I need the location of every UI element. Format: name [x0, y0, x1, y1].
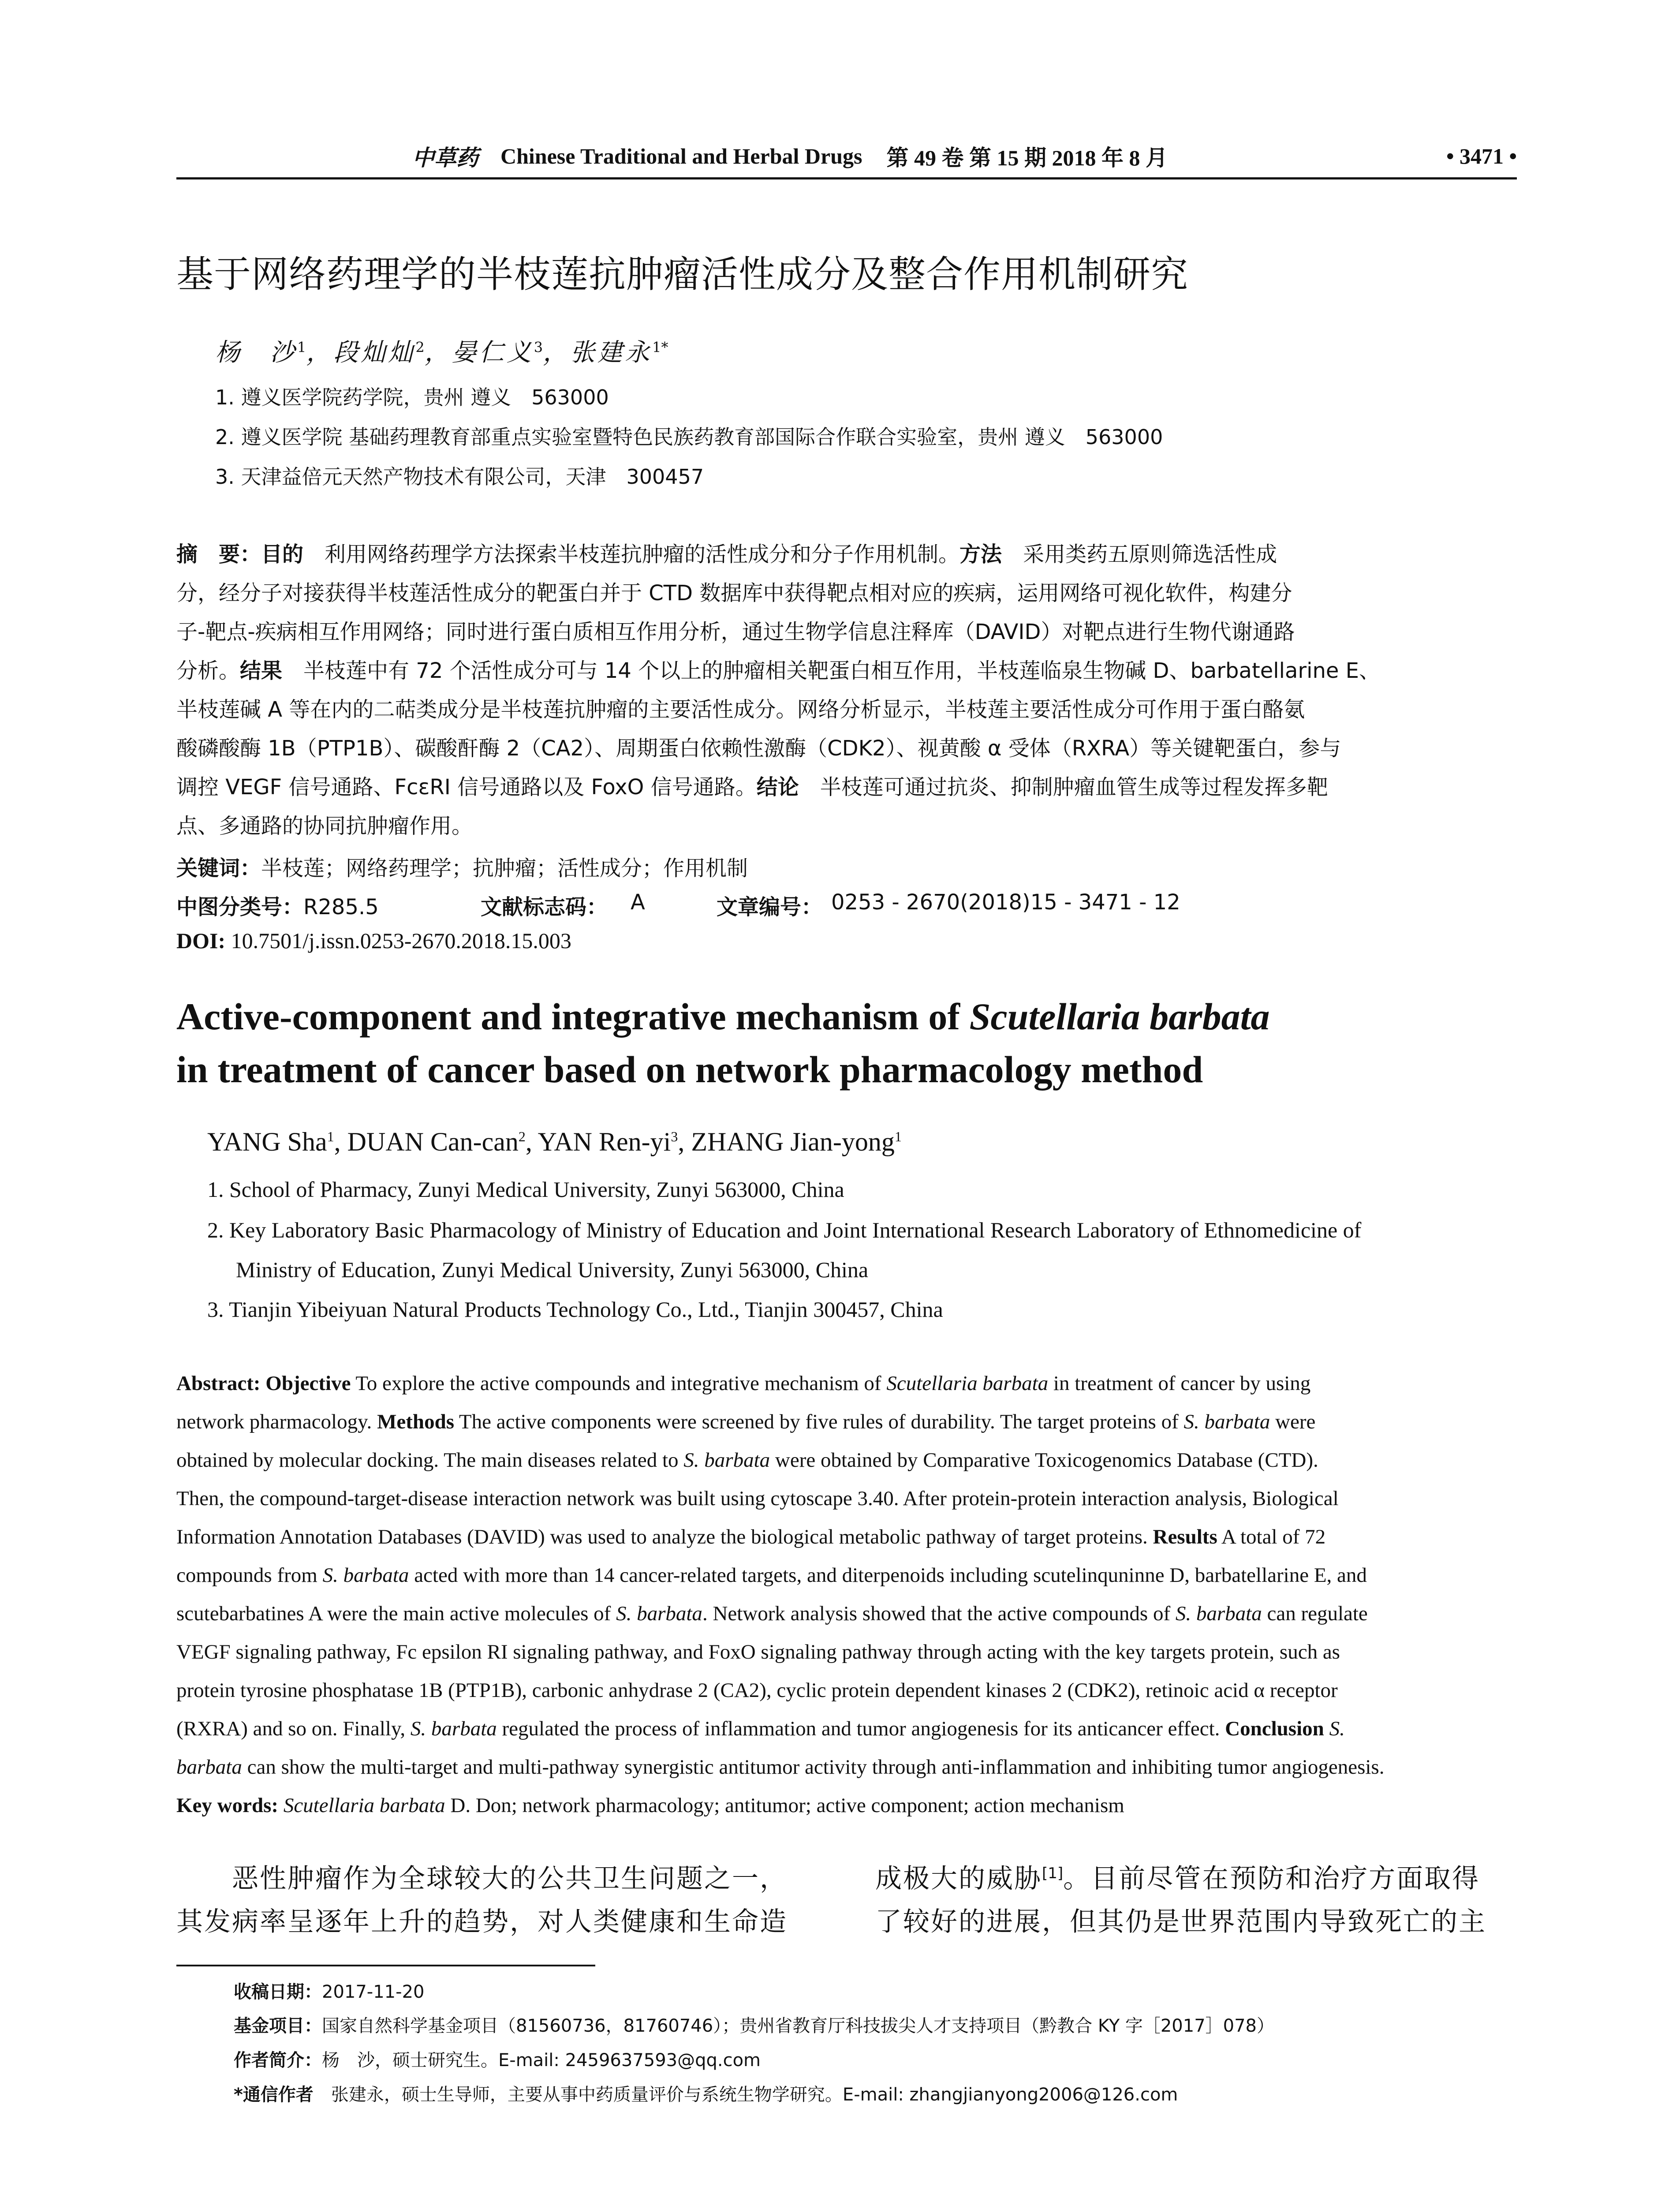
text-run: scutebarbatines A were the main active molecules of — [176, 1602, 616, 1625]
footnote — [234, 1978, 424, 2003]
en-abstract-line — [176, 1487, 1339, 1510]
cn-title: 基于网络药理学的半枝莲抗肿瘤活性成分及整合作用机制研究 — [176, 253, 1189, 296]
author-affil-mark: 3 — [534, 339, 543, 356]
italic-term: S. barbata — [1183, 1410, 1270, 1433]
footnote-label: 作者简介： — [234, 2050, 322, 2070]
en-affiliation: Ministry of Education, Zunyi Medical University, Zunyi 563000, China — [236, 1257, 869, 1282]
body-left-line: 恶性肿瘤作为全球较大的公共卫生问题之一， — [176, 1863, 788, 1894]
doi-label: DOI: — [176, 928, 226, 953]
cn-classification — [176, 890, 1517, 920]
text-run: 利用网络药理学方法探索半枝莲抗肿瘤的活性成分和分子作用机制。 — [303, 542, 960, 567]
text-run: obtained by molecular docking. The main diseases related to — [176, 1449, 684, 1472]
en-title-line2: in treatment of cancer based on network pharmacology method — [176, 1048, 1203, 1091]
en-abstract-line — [176, 1563, 1367, 1587]
footnote-text: 张建永，硕士生导师，主要从事中药质量评价与系统生物学研究。E-mail: zhangjianyong2006@126.com — [313, 2085, 1178, 2105]
footnote — [234, 2081, 1178, 2106]
italic-term: S. barbata — [410, 1717, 497, 1740]
bold-label: Conclusion — [1225, 1717, 1324, 1740]
body-text: 。目前尽管在预防和治疗方面取得 — [1063, 1863, 1480, 1894]
author-affil-mark: 1 — [327, 1129, 334, 1144]
text-run: protein tyrosine phosphatase 1B (PTP1B), carbonic anhydrase 2 (CA2), cyclic protein dependent kinases 2 (CDK2), retinoic acid α receptor — [176, 1679, 1338, 1702]
text-run: regulated the process of inflammation and tumor angiogenesis for its anticancer effect. — [497, 1717, 1225, 1740]
text-run: The active components were screened by five rules of durability. The target proteins of — [454, 1410, 1184, 1433]
text-run: 半枝莲碱 A 等在内的二萜类成分是半枝莲抗肿瘤的主要活性成分。网络分析显示，半枝莲主要活性成分可作用于蛋白酪氨 — [176, 697, 1305, 722]
en-abstract-line — [176, 1794, 1124, 1817]
bold-label: Abstract: Objective — [176, 1372, 351, 1395]
text-run: . Network analysis showed that the active compounds of — [702, 1602, 1176, 1625]
en-abstract-line — [176, 1755, 1384, 1779]
footnote-text: 2017-11-20 — [322, 1982, 425, 2002]
article-no-value: 0253 - 2670(2018)15 - 3471 - 12 — [831, 890, 1180, 915]
footnote-label: 基金项目： — [234, 2016, 322, 2036]
cn-affiliation: 1. 遵义医学院药学院，贵州 遵义 563000 — [215, 385, 609, 409]
italic-term: S. barbata — [616, 1602, 702, 1625]
en-affiliation: 1. School of Pharmacy, Zunyi Medical University, Zunyi 563000, China — [207, 1177, 844, 1202]
footnote — [234, 2046, 761, 2071]
author-affil-mark: 2 — [415, 339, 425, 356]
article-no-label: 文章编号： — [717, 895, 823, 919]
en-abstract-line — [176, 1525, 1325, 1549]
journal-name-cn: 中草药 — [412, 145, 478, 171]
bold-label: 目的 — [261, 542, 304, 567]
text-run: 酸磷酸酶 1B（PTP1B）、碳酸酐酶 2（CA2）、周期蛋白依赖性激酶（CDK2）、视黄酸 α 受体（RXRA）等关键靶蛋白，参与 — [176, 736, 1341, 761]
en-abstract-line — [176, 1717, 1345, 1741]
running-header — [176, 138, 1517, 174]
en-title-line1 — [176, 994, 1269, 1039]
keywords-text: 半枝莲；网络药理学；抗肿瘤；活性成分；作用机制 — [261, 856, 748, 881]
author-name: YANG Sha — [207, 1127, 327, 1156]
footnote — [234, 2012, 1274, 2037]
bold-label: 结论 — [756, 775, 799, 800]
text-run: 分析。 — [176, 658, 240, 683]
doi-line — [176, 928, 1517, 953]
journal-name-en: Chinese Traditional and Herbal Drugs — [500, 144, 862, 168]
text-run: 分，经分子对接获得半枝莲活性成分的靶蛋白并于 CTD 数据库中获得靶点相对应的疾病，运用网络可视化软件，构建分 — [176, 581, 1292, 605]
italic-term: Scutellaria barbata — [886, 1372, 1049, 1395]
en-abstract-line — [176, 1640, 1340, 1664]
cn-abstract-line — [176, 692, 1305, 723]
citation: [1] — [1042, 1865, 1064, 1882]
bold-label: 摘 要： — [176, 542, 261, 567]
footnote-label: 收稿日期： — [234, 1982, 322, 2002]
text-run: were obtained by Comparative Toxicogenomics Database (CTD). — [770, 1449, 1318, 1472]
doi-value: 10.7501/j.issn.0253-2670.2018.15.003 — [225, 928, 571, 953]
author-name: 晏仁义 — [452, 338, 534, 367]
author-name: YAN Ren-yi — [538, 1127, 671, 1156]
en-authors — [207, 1127, 902, 1157]
cn-keywords — [176, 851, 1517, 882]
en-abstract-line — [176, 1372, 1310, 1395]
issue-info: 第 49 卷 第 15 期 2018 年 8 月 — [886, 146, 1168, 170]
author-name: DUAN Can-can — [347, 1127, 519, 1156]
footnote-rule — [176, 1965, 595, 1966]
cn-authors — [215, 333, 668, 368]
cn-abstract-line — [176, 576, 1292, 606]
header-rule — [176, 177, 1517, 179]
italic-term: S. barbata — [683, 1449, 770, 1472]
en-abstract-line — [176, 1678, 1338, 1702]
text-run: D. Don; network pharmacology; antitumor; active component; action mechanism — [445, 1794, 1124, 1817]
body-right-line — [875, 1857, 1480, 1895]
text-run: Then, the compound-target-disease interaction network was built using cytoscape 3.40. After protein-protein interaction analysis, Biological — [176, 1487, 1339, 1510]
author-separator: , — [334, 1127, 347, 1156]
en-abstract-line — [176, 1448, 1318, 1472]
text-run: To explore the active compounds and integrative mechanism of — [351, 1372, 887, 1395]
author-separator: , — [678, 1127, 691, 1156]
text-run: 半枝莲可通过抗炎、抑制肿瘤血管生成等过程发挥多靶 — [799, 775, 1328, 800]
footnote-text: 杨 沙，硕士研究生。E-mail: 2459637593@qq.com — [322, 2050, 761, 2070]
bold-label: 方法 — [959, 542, 1002, 567]
text-run: 调控 VEGF 信号通路、FcεRI 信号通路以及 FoxO 信号通路。 — [176, 775, 757, 800]
bold-label: Key words: — [176, 1794, 284, 1817]
text-run: can regulate — [1262, 1602, 1368, 1625]
doccode-value: A — [631, 890, 645, 915]
cn-abstract-line — [176, 615, 1295, 645]
italic-term: S. barbata — [1175, 1602, 1262, 1625]
en-title-species: Scutellaria barbata — [969, 995, 1270, 1038]
body-text: 成极大的威胁 — [875, 1863, 1042, 1894]
text-run — [1324, 1717, 1329, 1740]
cn-abstract-line — [176, 809, 473, 839]
italic-term: S. barbata — [322, 1564, 409, 1587]
text-run: 半枝莲中有 72 个活性成分可与 14 个以上的肿瘤相关靶蛋白相互作用，半枝莲临泉生物碱 D、barbatellarine E、 — [282, 658, 1380, 683]
text-run: 采用类药五原则筛选活性成 — [1002, 542, 1277, 567]
body-right-line: 了较好的进展，但其仍是世界范围内导致死亡的主 — [875, 1906, 1486, 1937]
text-run: (RXRA) and so on. Finally, — [176, 1717, 411, 1740]
cn-abstract-line — [176, 537, 1277, 568]
cn-abstract-line — [176, 731, 1341, 762]
bold-label: Results — [1153, 1525, 1217, 1548]
cn-affiliation: 2. 遵义医学院 基础药理教育部重点实验室暨特色民族药教育部国际合作联合实验室，贵州 遵义 563000 — [215, 425, 1163, 449]
author-name: 张建永 — [570, 338, 653, 367]
page-number: • 3471 • — [1446, 144, 1517, 168]
text-run: can show the multi-target and multi-pathway synergistic antitumor activity through anti-inflammation and inhibiting tumor angiogenesis. — [242, 1756, 1385, 1779]
cn-affiliation: 3. 天津益倍元天然产物技术有限公司，天津 300457 — [215, 465, 704, 489]
text-run: compounds from — [176, 1564, 323, 1587]
text-run: in treatment of cancer by using — [1048, 1372, 1311, 1395]
text-run: network pharmacology. — [176, 1410, 377, 1433]
doccode-label: 文献标志码： — [481, 895, 608, 919]
en-affiliation: 3. Tianjin Yibeiyuan Natural Products Technology Co., Ltd., Tianjin 300457, China — [207, 1297, 943, 1322]
author-affil-mark: 3 — [671, 1129, 678, 1144]
text-run: were — [1270, 1410, 1316, 1433]
italic-term: barbata — [176, 1756, 242, 1779]
author-name: ZHANG Jian-yong — [691, 1127, 895, 1156]
clc-value: R285.5 — [303, 895, 379, 919]
author-separator: ， — [306, 338, 334, 367]
text-run: VEGF signaling pathway, Fc epsilon RI signaling pathway, and FoxO signaling pathway through acting with the key targets protein, such as — [176, 1641, 1340, 1663]
en-title-text: Active-component and integrative mechanism of — [176, 995, 970, 1038]
author-affil-mark: 1 — [297, 339, 306, 356]
bold-label: Methods — [377, 1410, 455, 1433]
text-run: acted with more than 14 cancer-related targets, and diterpenoids including scutelinquninne D, barbatellarine E, and — [409, 1564, 1367, 1587]
en-abstract-line — [176, 1602, 1368, 1626]
cn-abstract-line — [176, 654, 1380, 684]
author-separator: , — [525, 1127, 538, 1156]
author-affil-mark: 1 — [894, 1129, 902, 1144]
en-abstract-line — [176, 1410, 1315, 1434]
clc-label: 中图分类号： — [176, 895, 304, 919]
text-run: Information Annotation Databases (DAVID) was used to analyze the biological metabolic pathway of target proteins. — [176, 1525, 1153, 1548]
author-name: 段灿灿 — [333, 338, 416, 367]
author-affil-mark: 1* — [652, 339, 668, 356]
author-separator: ， — [424, 338, 452, 367]
footnote-text: 国家自然科学基金项目（81560736，81760746）；贵州省教育厅科技拔尖人才支持项目（黔教合 KY 字［2017］078） — [322, 2016, 1274, 2036]
footnote-label: *通信作者 — [234, 2085, 314, 2105]
body-left-line: 其发病率呈逐年上升的趋势，对人类健康和生命造 — [176, 1906, 788, 1937]
text-run: 点、多通路的协同抗肿瘤作用。 — [176, 814, 473, 838]
text-run: 子-靶点-疾病相互作用网络；同时进行蛋白质相互作用分析，通过生物学信息注释库（DAVID）对靶点进行生物代谢通路 — [176, 620, 1295, 644]
italic-term: S. — [1329, 1717, 1345, 1740]
author-separator: ， — [543, 338, 571, 367]
bold-label: 结果 — [240, 658, 283, 683]
keywords-label: 关键词： — [176, 856, 261, 881]
text-run: A total of 72 — [1217, 1525, 1326, 1548]
en-affiliation: 2. Key Laboratory Basic Pharmacology of Ministry of Education and Joint International Research Laboratory of Ethnomedicine of — [207, 1218, 1362, 1242]
italic-term: Scutellaria barbata — [283, 1794, 445, 1817]
author-name: 杨 沙 — [215, 338, 297, 367]
author-affil-mark: 2 — [518, 1129, 526, 1144]
cn-abstract-line — [176, 770, 1328, 800]
